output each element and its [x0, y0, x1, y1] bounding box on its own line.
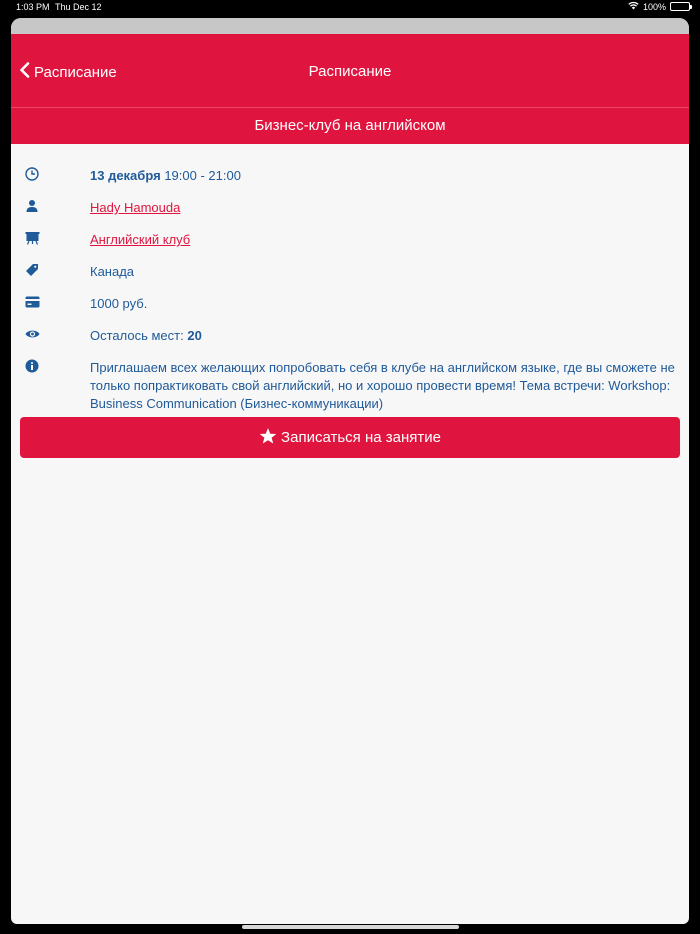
event-location: Канада — [90, 264, 135, 279]
status-date: Thu Dec 12 — [55, 2, 102, 12]
event-date: 13 декабря — [90, 168, 161, 183]
price-row — [11, 294, 689, 326]
event-details — [11, 144, 689, 418]
eye-icon — [24, 326, 40, 342]
date-row — [11, 166, 689, 198]
location-row — [11, 262, 689, 294]
event-time: 19:00 - 21:00 — [164, 168, 241, 183]
battery-icon — [670, 2, 690, 11]
wifi-icon — [628, 1, 639, 12]
sheet-top-strip — [11, 18, 689, 34]
nav-title: Расписание — [308, 63, 392, 80]
navigation-bar — [11, 34, 689, 107]
home-indicator — [242, 925, 459, 929]
tag-icon — [24, 262, 40, 278]
event-title: Бизнес-клуб на английском — [11, 107, 689, 144]
status-time: 1:03 PM — [16, 2, 50, 12]
info-icon — [24, 358, 40, 374]
seats-value: 20 — [187, 328, 202, 343]
seats-label: Осталось мест: — [90, 328, 184, 343]
status-bar — [0, 0, 700, 14]
back-button-label: Расписание — [34, 63, 117, 81]
event-description: Приглашаем всех желающих попробовать себя в клубе на английском языке, где вы сможете не только попрактиковать свой английский, но и хорошо провести время! Тема встречи: Workshop: Business Communication (Бизнес-коммуникации) — [90, 360, 675, 411]
teacher-link[interactable]: Hady Hamouda — [90, 200, 181, 215]
club-row — [11, 230, 689, 262]
modal-sheet — [11, 18, 689, 924]
credit-card-icon — [24, 294, 40, 310]
enroll-button-label: Записаться на занятие — [281, 429, 441, 446]
seats-row — [11, 326, 689, 358]
star-icon — [259, 427, 277, 449]
enroll-button[interactable] — [20, 417, 680, 458]
easel-icon — [24, 230, 40, 246]
teacher-row — [11, 198, 689, 230]
battery-percent: 100% — [642, 1, 666, 12]
clock-icon — [24, 166, 40, 182]
status-right — [628, 1, 690, 12]
event-price: 1000 руб. — [90, 296, 148, 311]
club-link[interactable]: Английский клуб — [90, 232, 191, 247]
description-row — [11, 358, 689, 418]
user-icon — [24, 198, 40, 214]
